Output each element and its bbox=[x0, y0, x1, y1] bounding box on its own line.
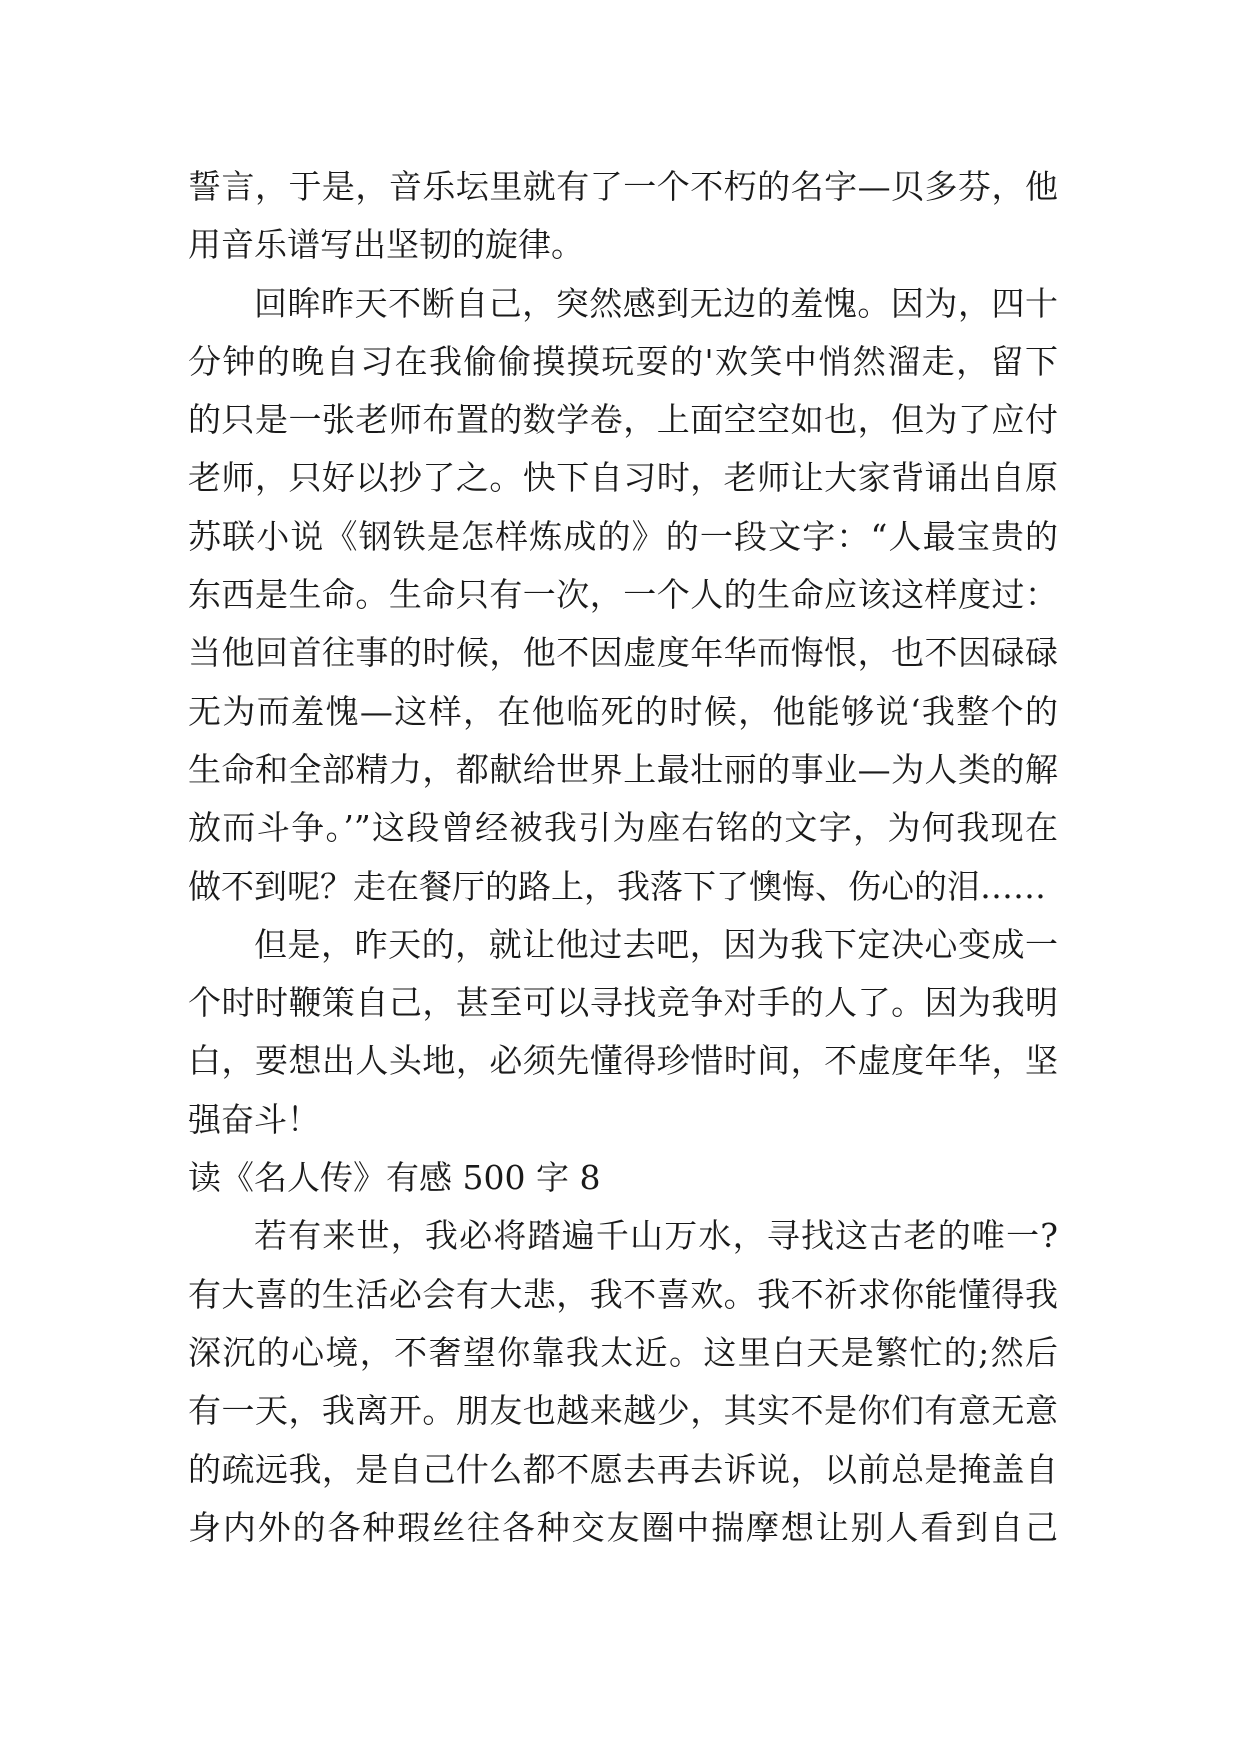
text-line: 分钟的晚自习在我偷偷摸摸玩耍的'欢笑中悄然溜走，留下 bbox=[188, 341, 1058, 381]
text-line: 有一天，我离开。朋友也越来越少，其实不是你们有意无意 bbox=[188, 1391, 1058, 1431]
text-line: 当他回首往事的时候，他不因虚度年华而悔恨，也不因碌碌 bbox=[188, 633, 1058, 673]
text-line: 有大喜的生活必会有大悲，我不喜欢。我不祈求你能懂得我 bbox=[188, 1274, 1058, 1314]
text-line: 个时时鞭策自己，甚至可以寻找竞争对手的人了。因为我明 bbox=[188, 983, 1058, 1023]
text-line: 白，要想出人头地，必须先懂得珍惜时间，不虚度年华，坚 bbox=[188, 1041, 1058, 1081]
text-line: 无为而羞愧—这样，在他临死的时候，他能够说‘我整个的 bbox=[188, 691, 1058, 731]
text-line: 做不到呢？走在餐厅的路上，我落下了懊悔、伤心的泪…… bbox=[188, 866, 1046, 906]
text-line: 的疏远我，是自己什么都不愿去再去诉说，以前总是掩盖自 bbox=[188, 1449, 1058, 1489]
text-line: 若有来世，我必将踏遍千山万水，寻找这古老的唯一? bbox=[254, 1216, 1058, 1256]
text-line: 但是，昨天的，就让他过去吧，因为我下定决心变成一 bbox=[254, 924, 1058, 964]
document-body bbox=[188, 158, 1058, 1557]
text-line: 强奋斗！ bbox=[188, 1099, 320, 1139]
text-line: 深沉的心境，不奢望你靠我太近。这里白天是繁忙的;然后 bbox=[188, 1332, 1058, 1372]
text-line: 身内外的各种瑕丝往各种交友圈中揣摩想让别人看到自己 bbox=[188, 1507, 1058, 1547]
section-heading: 读《名人传》有感 500 字 8 bbox=[188, 1158, 601, 1198]
text-line: 生命和全部精力，都献给世界上最壮丽的事业—为人类的解 bbox=[188, 749, 1058, 789]
text-line: 的只是一张老师布置的数学卷，上面空空如也，但为了应付 bbox=[188, 400, 1058, 440]
text-line: 老师，只好以抄了之。快下自习时，老师让大家背诵出自原 bbox=[188, 458, 1058, 498]
text-line: 誓言，于是，音乐坛里就有了一个不朽的名字—贝多芬，他 bbox=[188, 167, 1058, 206]
text-line: 放而斗争。’”这段曾经被我引为座右铭的文字，为何我现在 bbox=[188, 808, 1058, 848]
text-line: 苏联小说《钢铁是怎样炼成的》的一段文字：“人最宝贵的 bbox=[188, 516, 1058, 556]
text-line: 东西是生命。生命只有一次，一个人的生命应该这样度过： bbox=[188, 575, 1058, 615]
text-line: 用音乐谱写出坚韧的旋律。 bbox=[188, 225, 584, 265]
text-line: 回眸昨天不断自己，突然感到无边的羞愧。因为，四十 bbox=[254, 283, 1058, 323]
